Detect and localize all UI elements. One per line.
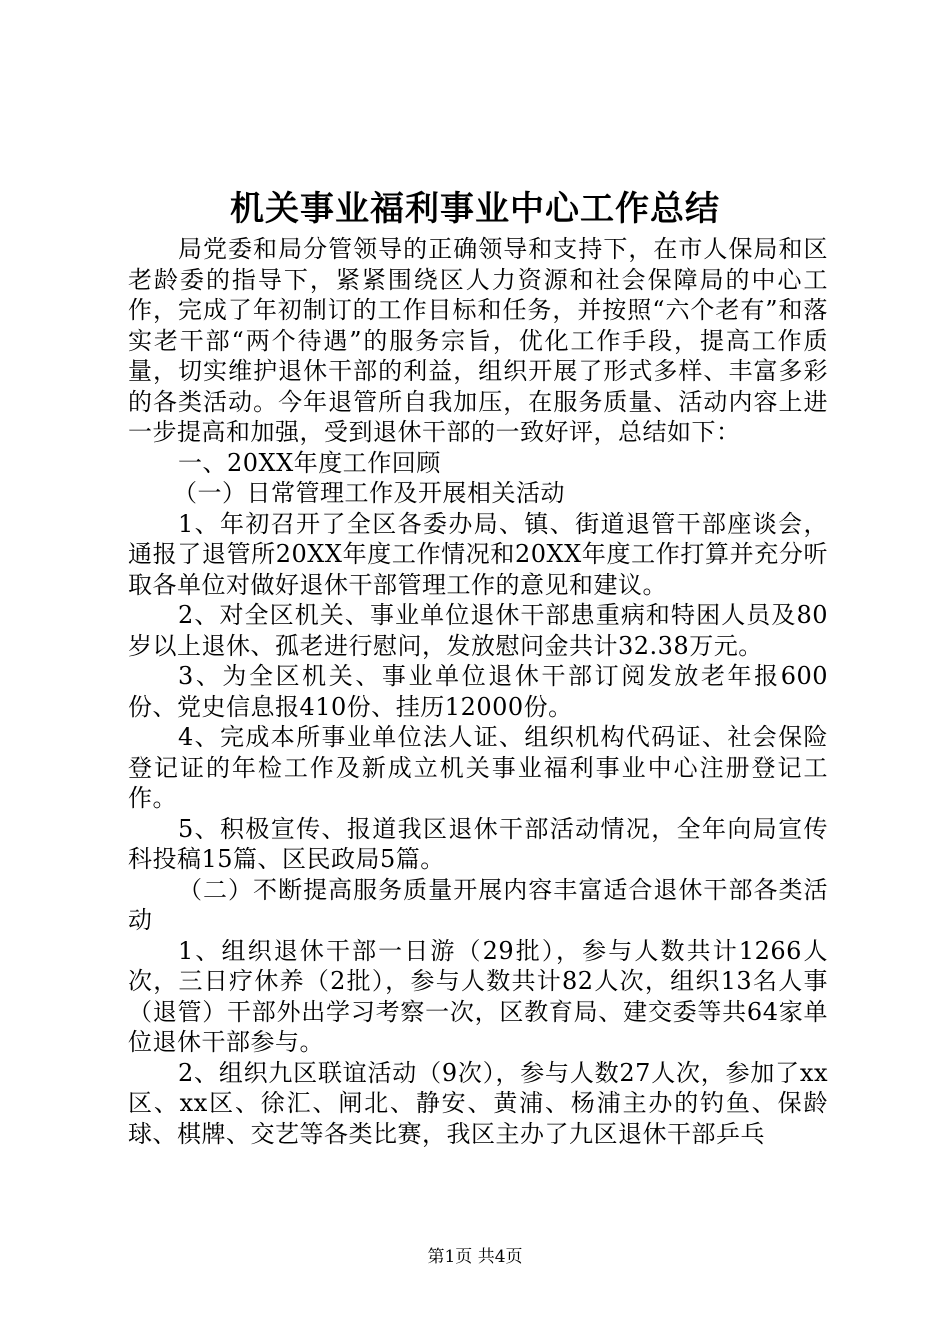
section-heading-1: 一、20XX年度工作回顾 [178,448,441,477]
intro-paragraph: 局党委和局分管领导的正确领导和支持下，在市人保局和区老龄委的指导下，紧紧围绕区人力资源和社会保障局的中心工作，完成了年初制订的工作目标和任务，并按照“六个老有”和落实老干部“两个待遇”的服务宗旨，优化工作手段，提高工作质量，切实维护退休干部的利益，组织开展了形式多样、丰富多彩的各类活动。今年退管所自我加压，在服务质量、活动内容上进一步提高和加强，受到退休干部的一致好评，总结如下： [128,235,828,446]
item-1-4: 4、完成本所事业单位法人证、组织机构代码证、社会保险登记证的年检工作及新成立机关事业福利事业中心注册登记工作。 [128,723,828,812]
document-title: 机关事业福利事业中心工作总结 [230,189,720,229]
item-1-3: 3、为全区机关、事业单位退休干部订阅发放老年报600份、党史信息报410份、挂历12000份。 [128,662,828,721]
subsection-heading-2: （二）不断提高服务质量开展内容丰富适合退休干部各类活动 [128,875,828,934]
item-1-1: 1、年初召开了全区各委办局、镇、街道退管干部座谈会，通报了退管所20XX年度工作情况和20XX年度工作打算并充分听取各单位对做好退休干部管理工作的意见和建议。 [128,509,828,599]
document-body [128,234,828,1149]
item-1-5: 5、积极宣传、报道我区退休干部活动情况，全年向局宣传科投稿15篇、区民政局5篇。 [128,814,828,873]
item-2-1: 1、组织退休干部一日游（29批），参与人数共计1266人次，三日疗休养（2批），参与人数共计82人次，组织13名人事（退管）干部外出学习考察一次，区教育局、建交委等共64家单位退休干部参与。 [128,936,828,1056]
page-number: 第1页 共4页 [427,1247,523,1267]
item-1-2: 2、对全区机关、事业单位退休干部患重病和特困人员及80岁以上退休、孤老进行慰问，发放慰问金共计32.38万元。 [128,601,828,660]
item-2-2: 2、组织九区联谊活动（9次），参与人数27人次，参加了xx区、xx区、徐汇、闸北、静安、黄浦、杨浦主办的钓鱼、保龄球、棋牌、交艺等各类比赛，我区主办了九区退休干部乒乓 [128,1058,828,1148]
subsection-heading-1: （一）日常管理工作及开展相关活动 [173,479,565,507]
